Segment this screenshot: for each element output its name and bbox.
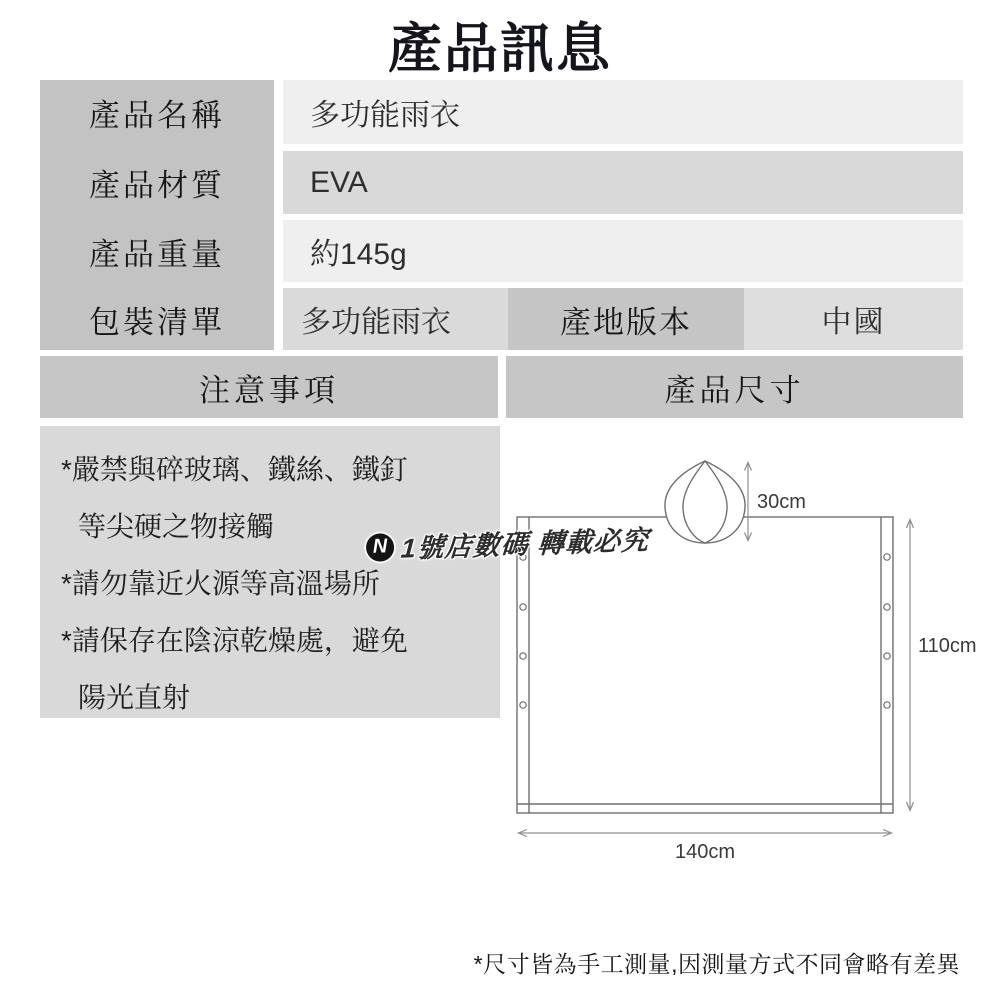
raincoat-hood [665, 461, 745, 543]
body-width-label: 140cm [674, 841, 736, 863]
precaution-line: 等尖硬之物接觸 [78, 510, 275, 542]
spec-label-material: 產品材質 [89, 168, 225, 203]
store-logo-icon: N [366, 532, 395, 561]
spec-value-material: EVA [283, 151, 963, 214]
section-header-precautions: 注意事項 [40, 356, 498, 418]
spec-value-weight: 約145g [283, 220, 963, 282]
spec-label-package-list: 包裝清單 [89, 304, 225, 340]
raincoat-dimension-diagram [500, 430, 1000, 880]
snap-button [884, 554, 890, 560]
spec-value-package-list: 多功能雨衣 [283, 288, 508, 350]
snap-button [884, 702, 890, 708]
hood-height-arrow [745, 463, 752, 541]
snap-button [520, 653, 526, 659]
snap-button [884, 653, 890, 659]
spec-label-origin-version: 產地版本 [508, 288, 744, 350]
hood-outer-outline [665, 461, 745, 543]
precaution-line: *請保存在陰涼乾燥處，避免 [61, 624, 408, 656]
page-title: 產品訊息 [388, 19, 612, 79]
body-height-label: 110cm [918, 635, 977, 657]
section-header-dimensions: 產品尺寸 [506, 356, 963, 418]
spec-value-product-name: 多功能雨衣 [283, 80, 963, 144]
store-watermark-text: 1號店數碼 轉載必究 [399, 525, 651, 564]
spec-label-weight: 產品重量 [89, 236, 225, 272]
precaution-line: 陽光直射 [78, 681, 191, 713]
raincoat-body-outline [517, 517, 893, 813]
snap-button [520, 604, 526, 610]
measurement-disclaimer: *尺寸皆為手工測量,因測量方式不同會略有差異 [473, 951, 960, 977]
body-width-arrow [519, 830, 892, 837]
snap-button [884, 604, 890, 610]
spec-label-product-name: 產品名稱 [89, 97, 225, 133]
snap-buttons [520, 554, 890, 708]
precautions-box [40, 426, 500, 718]
spec-value-origin-version: 中國 [744, 288, 963, 350]
snap-button [520, 702, 526, 708]
precaution-line: *嚴禁與碎玻璃、鐵絲、鐵釘 [61, 453, 408, 485]
spec-label-column [40, 80, 274, 350]
hood-height-label: 30cm [757, 491, 806, 513]
precaution-line: *請勿靠近火源等高溫場所 [61, 567, 380, 599]
body-height-arrow [907, 520, 914, 811]
